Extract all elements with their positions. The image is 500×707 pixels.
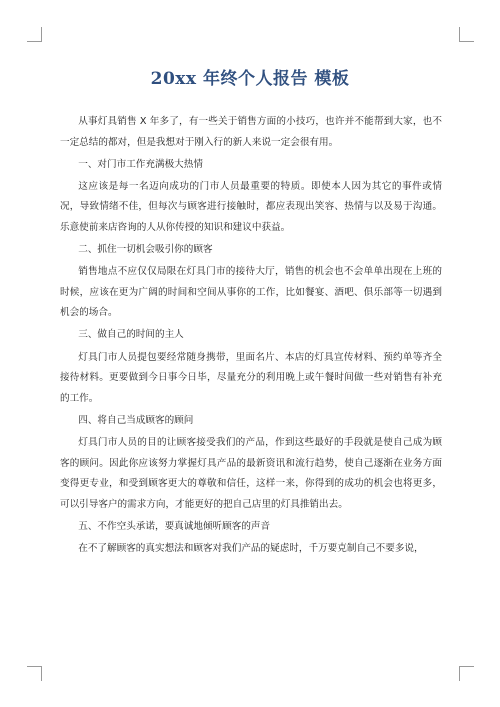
section-heading: 四、将自己当成顾客的顾问 bbox=[78, 414, 194, 426]
section-paragraph: 灯具门市人员提包要经常随身携带，里面名片、本店的灯具宣传材料、预约单等齐全接待材料。更要做到今日事今日毕，尽量充分的利用晚上或午餐时间做一些对销售有补充的工作。 bbox=[60, 351, 442, 404]
crop-mark-top-right bbox=[459, 27, 474, 42]
document-body bbox=[60, 112, 442, 561]
section-paragraph: 销售地点不应仅仅局限在灯具门市的接待大厅，销售的机会也不会单单出现在上班的时候，应该在更为广阔的时间和空间从事你的工作，比如餐宴、酒吧、俱乐部等一切遇到机会的场合。 bbox=[60, 266, 442, 319]
section-heading: 五、不作空头承诺，要真诚地倾听顾客的声音 bbox=[78, 520, 271, 532]
section-paragraph: 这应该是每一名迈向成功的门市人员最重要的特质。即使本人因为其它的事件或情况，导致情绪不佳，但每次与顾客进行接触时，都应表现出笑容、热情与以及易于沟通。乐意使前来店咨询的人从你传授的知识和建议中获益。 bbox=[60, 180, 442, 233]
section-paragraph: 在不了解顾客的真实想法和顾客对我们产品的疑虑时，千万要克制自己不要多说， bbox=[78, 542, 424, 554]
section-heading: 三、做自己的时间的主人 bbox=[78, 329, 184, 341]
intro-paragraph: 从事灯具销售 X 年多了，有一些关于销售方面的小技巧，也许并不能帮到大家，也不一定总结的都对，但是我想对于刚入行的新人来说一定会很有用。 bbox=[60, 116, 442, 148]
section-heading: 二、抓住一切机会吸引你的顾客 bbox=[78, 244, 213, 256]
section-paragraph: 灯具门市人员的目的让顾客接受我们的产品，作到这些最好的手段就是使自己成为顾客的顾问。因此你应该努力掌握灯具产品的最新资讯和流行趋势，使自己逐渐在业务方面变得更专业，和受到顾客更大的尊敬和信任，这样一来，你得到的成功的机会也将更多，可以引导客户的需求方向，才能更好的把自己店里的灯具推销出去。 bbox=[60, 436, 442, 510]
section-heading: 一、对门市工作充满极大热情 bbox=[78, 158, 203, 170]
document-title: 20xx 年终个人报告 模板 bbox=[150, 69, 350, 89]
crop-mark-bottom-right bbox=[459, 666, 474, 681]
crop-mark-top-left bbox=[27, 27, 42, 42]
crop-mark-bottom-left bbox=[27, 666, 42, 681]
